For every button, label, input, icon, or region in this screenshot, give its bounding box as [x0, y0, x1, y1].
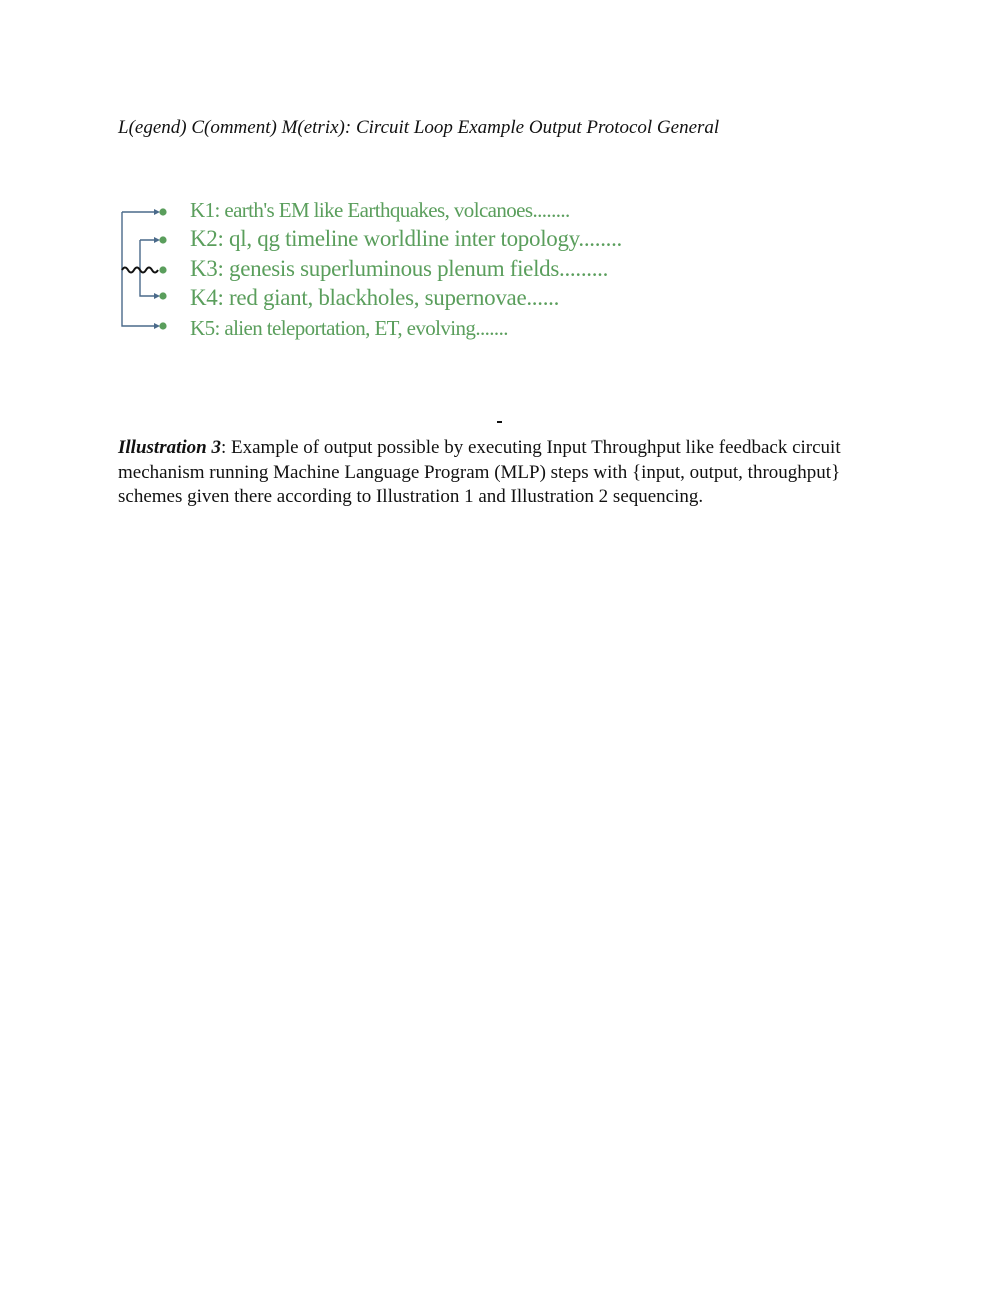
legend-item-k5: K5: alien teleportation, ET, evolving....... — [190, 316, 508, 340]
k5-arrowhead-icon — [154, 323, 160, 329]
legend-item-k2: K2: ql, qg timeline worldline inter topology........ — [190, 226, 622, 251]
k3-bullet-icon — [159, 266, 166, 273]
k5-bullet-icon — [159, 322, 166, 329]
caption-text: Example of output possible by executing Input Throughput like feedback circuit mechanism running Machine Language Program (MLP) steps with {input, output, throughput} schemes given there according to Illustration 1 and Illustration 2 sequencing. — [118, 437, 841, 507]
circuit-loop-diagram — [118, 190, 658, 350]
k3-wavy-line — [122, 268, 158, 273]
legend-item-k1: K1: earth's EM like Earthquakes, volcanoes........ — [190, 198, 570, 222]
page-heading: L(egend) C(omment) M(etrix): Circuit Loop Example Output Protocol General — [118, 117, 720, 138]
stray-dash-mark — [497, 421, 502, 423]
k2-arrowhead-icon — [154, 237, 160, 243]
k1-bullet-icon — [159, 208, 166, 215]
circuit-connector-lines — [118, 190, 198, 350]
k1-arrowhead-icon — [154, 209, 160, 215]
caption-separator: : — [220, 437, 231, 458]
k4-bullet-icon — [159, 292, 166, 299]
k4-arrowhead-icon — [154, 293, 160, 299]
illustration-caption — [118, 436, 878, 510]
k2-bullet-icon — [159, 236, 166, 243]
legend-item-k3: K3: genesis superluminous plenum fields......... — [190, 256, 609, 281]
legend-item-k4: K4: red giant, blackholes, supernovae...... — [190, 285, 560, 310]
caption-label: Illustration 3 — [118, 437, 221, 458]
